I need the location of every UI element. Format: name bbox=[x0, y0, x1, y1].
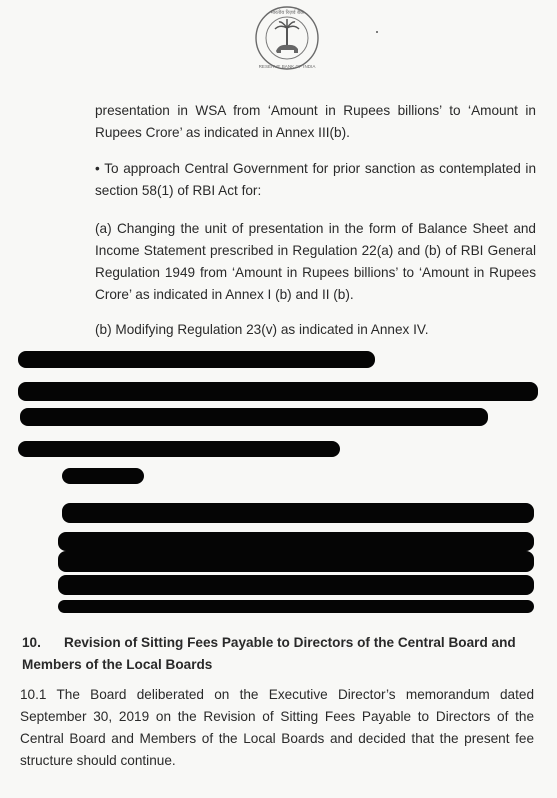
item-a-paragraph: (a) Changing the unit of presentation in the form of Balance Sheet and Income Statement prescribed in Regulation 22(a) and (b) of RBI General Regulation 1949 from ‘Amount in Rupees billions’ to ‘Amount in Rupees Crore’ as indicated in Annex I (b) and II (b). bbox=[95, 221, 536, 302]
section-paragraph bbox=[20, 684, 534, 772]
paragraph-number: 10.1 bbox=[20, 687, 47, 702]
section-title: Revision of Sitting Fees Payable to Directors of the Central Board and Members of the Local Boards bbox=[22, 635, 516, 672]
redaction-bar bbox=[18, 382, 538, 401]
redaction-bar bbox=[58, 551, 534, 572]
redaction-bar bbox=[20, 408, 488, 426]
section-number: 10. bbox=[22, 635, 41, 650]
redaction-bar bbox=[18, 351, 375, 368]
speck bbox=[376, 31, 378, 33]
section-heading bbox=[22, 632, 532, 676]
redaction-bar bbox=[62, 468, 144, 484]
item-b-paragraph: (b) Modifying Regulation 23(v) as indicated in Annex IV. bbox=[95, 322, 429, 337]
redaction-bar bbox=[58, 575, 534, 595]
redaction-bar bbox=[62, 503, 534, 523]
approach-paragraph bbox=[95, 158, 536, 202]
paragraph-text: The Board deliberated on the Executive Director’s memorandum dated September 30, 2019 on the Revision of Sitting Fees Payable to Directors of the Central Board and Members of the Local Boards and decided that the present fee structure should continue. bbox=[20, 687, 534, 768]
approach-text: To approach Central Government for prior sanction as contemplated in section 58(1) of RBI Act for: bbox=[95, 161, 536, 198]
seal-text-bottom: RESERVE BANK OF INDIA bbox=[258, 64, 316, 69]
seal-text-top: भारतीय रिज़र्व बैंक bbox=[270, 10, 304, 16]
bullet-icon: • bbox=[95, 161, 100, 176]
redaction-bar bbox=[18, 441, 340, 457]
redaction-bar bbox=[58, 600, 534, 613]
rbi-seal-icon bbox=[252, 4, 322, 72]
wsa-paragraph: presentation in WSA from ‘Amount in Rupees billions’ to ‘Amount in Rupees Crore’ as indicated in Annex III(b). bbox=[95, 103, 536, 140]
redaction-bar bbox=[58, 532, 534, 551]
